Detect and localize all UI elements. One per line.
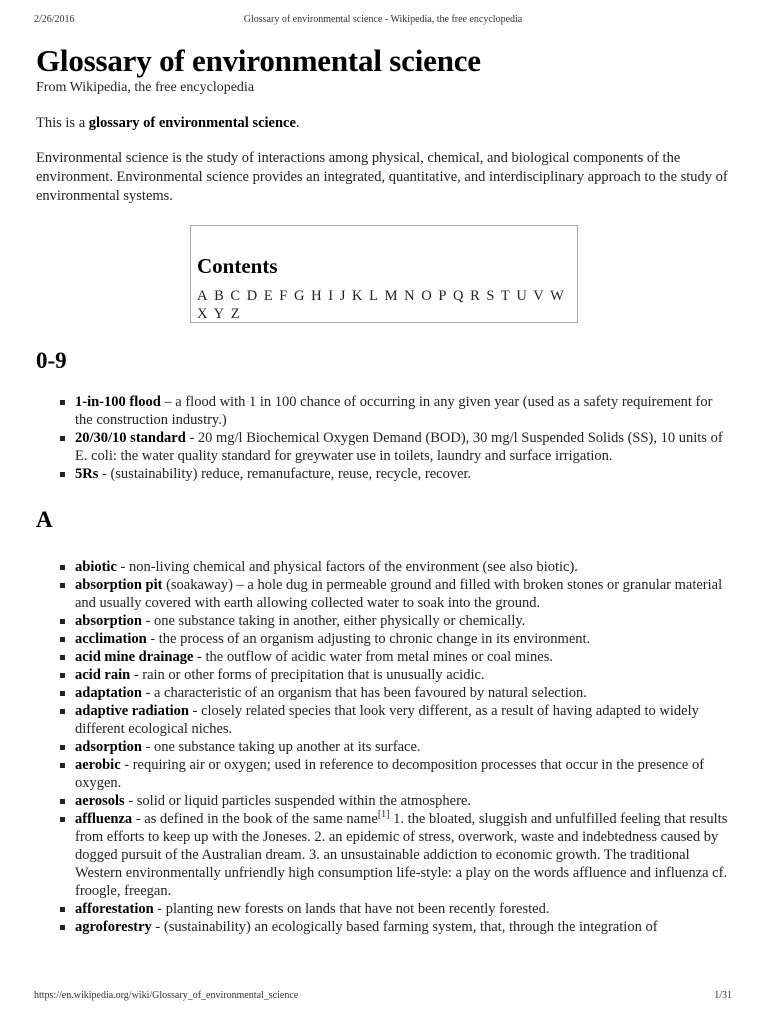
glossary-definition: - one substance taking up another at its surface.: [141, 739, 421, 755]
section-heading: A: [36, 507, 53, 532]
glossary-definition: - a characteristic of an organism that has been favoured by natural selection.: [141, 685, 587, 701]
description-paragraph: Environmental science is the study of interactions among physical, chemical, and biological components of the environment. Environmental science provides an integrated, quantitative, and interdisciplinary approach to the study of environmental systems.: [36, 150, 728, 204]
toc-letter-d[interactable]: D: [246, 288, 258, 304]
bullet-icon: [60, 400, 65, 405]
print-url: https://en.wikipedia.org/wiki/Glossary_of_environmental_science: [34, 990, 299, 1001]
glossary-term: agroforestry: [75, 919, 152, 935]
toc-letter-w[interactable]: W: [550, 288, 564, 304]
glossary-term: aerobic: [75, 757, 121, 773]
print-footer: [34, 990, 732, 1006]
glossary-term: 5Rs: [75, 466, 99, 482]
toc-letter-j[interactable]: J: [339, 288, 346, 304]
glossary-definition: - planting new forests on lands that have not been recently forested.: [153, 901, 550, 917]
glossary-definition: - solid or liquid particles suspended within the atmosphere.: [124, 793, 472, 809]
glossary-definition: - 20 mg/l Biochemical Oxygen Demand (BOD), 30 mg/l Suspended Solids (SS), 10 units of E. coli: the water quality standard for greywater use in toilets, laundry and surface irrigation.: [75, 430, 723, 464]
toc-letter-i[interactable]: I: [328, 288, 334, 304]
toc-letter-h[interactable]: H: [311, 288, 322, 304]
toc-letter-x[interactable]: X: [197, 306, 208, 322]
toc-letter-u[interactable]: U: [516, 288, 527, 304]
glossary-term: 1-in-100 flood: [75, 394, 161, 410]
toc-letter-s[interactable]: S: [486, 288, 495, 304]
glossary-term: adaptive radiation: [75, 703, 189, 719]
glossary-entry: [36, 465, 732, 483]
toc-letter-k[interactable]: K: [351, 288, 363, 304]
glossary-term: adaptation: [75, 685, 142, 701]
toc-letter-o[interactable]: O: [421, 288, 432, 304]
page-number: 1/31: [714, 990, 732, 1001]
toc-letter-v[interactable]: V: [533, 288, 544, 304]
toc-letter-m[interactable]: M: [384, 288, 398, 304]
glossary-entry: [36, 612, 732, 630]
bullet-icon: [60, 799, 65, 804]
bullet-icon: [60, 925, 65, 930]
toc-letter-list: [197, 287, 577, 323]
toc-letter-r[interactable]: R: [470, 288, 480, 304]
reference-link[interactable]: [1]: [377, 809, 390, 821]
toc-title: Contents: [197, 254, 278, 278]
bullet-icon: [60, 817, 65, 822]
print-header: [34, 14, 732, 30]
page-title: Glossary of environmental science: [36, 43, 481, 78]
bullet-icon: [60, 472, 65, 477]
glossary-term: acclimation: [75, 631, 147, 647]
glossary-term: adsorption: [75, 739, 142, 755]
glossary-entry: [36, 918, 732, 936]
table-of-contents: [190, 225, 578, 323]
glossary-entry: [36, 648, 732, 666]
glossary-definition: - closely related species that look very different, as a result of having adapted to widely different ecological niches.: [75, 703, 699, 737]
print-date: 2/26/2016: [34, 14, 75, 25]
glossary-definition: (soakaway) – a hole dug in permeable ground and filled with broken stones or granular material and usually covered with earth allowing collected water to soak into the ground.: [75, 577, 723, 611]
toc-letter-b[interactable]: B: [214, 288, 224, 304]
glossary-term: absorption: [75, 613, 142, 629]
glossary-sections: [36, 347, 732, 936]
glossary-entry: [36, 738, 732, 756]
toc-letter-n[interactable]: N: [404, 288, 415, 304]
glossary-entry: [36, 558, 732, 576]
glossary-definition: – a flood with 1 in 100 chance of occurring in any given year (used as a safety requirement for the construction industry.): [75, 394, 713, 428]
glossary-link[interactable]: glossary of environmental science: [88, 115, 296, 131]
intro-suffix: .: [295, 115, 300, 131]
glossary-term: acid mine drainage: [75, 649, 194, 665]
toc-letter-p[interactable]: P: [438, 288, 447, 304]
glossary-definition: - the process of an organism adjusting to chronic change in its environment.: [146, 631, 591, 647]
toc-letter-z[interactable]: Z: [230, 306, 240, 322]
glossary-entry: [36, 756, 732, 792]
glossary-term: affluenza: [75, 811, 133, 827]
toc-letter-a[interactable]: A: [197, 288, 208, 304]
glossary-definition: - one substance taking in another, either physically or chemically.: [141, 613, 526, 629]
glossary-list: [36, 558, 732, 936]
page-subtitle: From Wikipedia, the free encyclopedia: [36, 80, 255, 95]
toc-letter-y[interactable]: Y: [213, 306, 225, 322]
glossary-term: aerosols: [75, 793, 125, 809]
toc-letter-c[interactable]: C: [230, 288, 241, 304]
intro-prefix: This is a: [36, 115, 89, 131]
glossary-definition-continued: 1. the bloated, sluggish and unfulfilled feeling that results from efforts to keep up with the Joneses. 2. an epidemic of stress, overwork, waste and indebtedness caused by dogged pursuit of the Australian dream. 3. an unsustainable addiction to economic growth. The traditional Western environmentally unfriendly high consumption life-style: a play on the words affluence and influenza cf. froogle, freegan.: [75, 811, 728, 899]
bullet-icon: [60, 691, 65, 696]
glossary-entry: [36, 666, 732, 684]
glossary-definition: - the outflow of acidic water from metal mines or coal mines.: [193, 649, 553, 665]
glossary-term: abiotic: [75, 559, 117, 575]
glossary-definition: - as defined in the book of the same name: [132, 811, 378, 827]
bullet-icon: [60, 436, 65, 441]
glossary-definition: - (sustainability) reduce, remanufacture, reuse, recycle, recover.: [98, 466, 472, 482]
print-page-title: Glossary of environmental science - Wikipedia, the free encyclopedia: [243, 14, 523, 25]
glossary-entry: [36, 630, 732, 648]
glossary-definition: - requiring air or oxygen; used in reference to decomposition processes that occur in the presence of oxygen.: [75, 757, 705, 791]
bullet-icon: [60, 655, 65, 660]
toc-letter-g[interactable]: G: [294, 288, 305, 304]
glossary-entry: [36, 810, 732, 900]
bullet-icon: [60, 907, 65, 912]
glossary-term: afforestation: [75, 901, 154, 917]
glossary-entry: [36, 393, 732, 429]
toc-letter-e[interactable]: E: [263, 288, 273, 304]
glossary-entry: [36, 792, 732, 810]
bullet-icon: [60, 745, 65, 750]
glossary-entry: [36, 900, 732, 918]
glossary-entry: [36, 429, 732, 465]
glossary-definition: - rain or other forms of precipitation that is unusually acidic.: [130, 667, 485, 683]
glossary-term: 20/30/10 standard: [75, 430, 186, 446]
glossary-entry: [36, 684, 732, 702]
glossary-definition: - non-living chemical and physical factors of the environment (see also biotic).: [116, 559, 578, 575]
bullet-icon: [60, 565, 65, 570]
intro-paragraph: [36, 114, 732, 133]
bullet-icon: [60, 637, 65, 642]
glossary-definition: - (sustainability) an ecologically based farming system, that, through the integration of: [151, 919, 658, 935]
toc-letter-q[interactable]: Q: [453, 288, 464, 304]
toc-letter-f[interactable]: F: [279, 288, 288, 304]
toc-letter-l[interactable]: L: [369, 288, 378, 304]
glossary-term: absorption pit: [75, 577, 163, 593]
bullet-icon: [60, 709, 65, 714]
glossary-term: acid rain: [75, 667, 131, 683]
bullet-icon: [60, 583, 65, 588]
section-heading: 0-9: [36, 348, 67, 373]
toc-letter-t[interactable]: T: [500, 288, 510, 304]
glossary-list: [36, 393, 732, 483]
article-content: [36, 42, 732, 936]
bullet-icon: [60, 673, 65, 678]
glossary-entry: [36, 576, 732, 612]
bullet-icon: [60, 619, 65, 624]
bullet-icon: [60, 763, 65, 768]
glossary-entry: [36, 702, 732, 738]
